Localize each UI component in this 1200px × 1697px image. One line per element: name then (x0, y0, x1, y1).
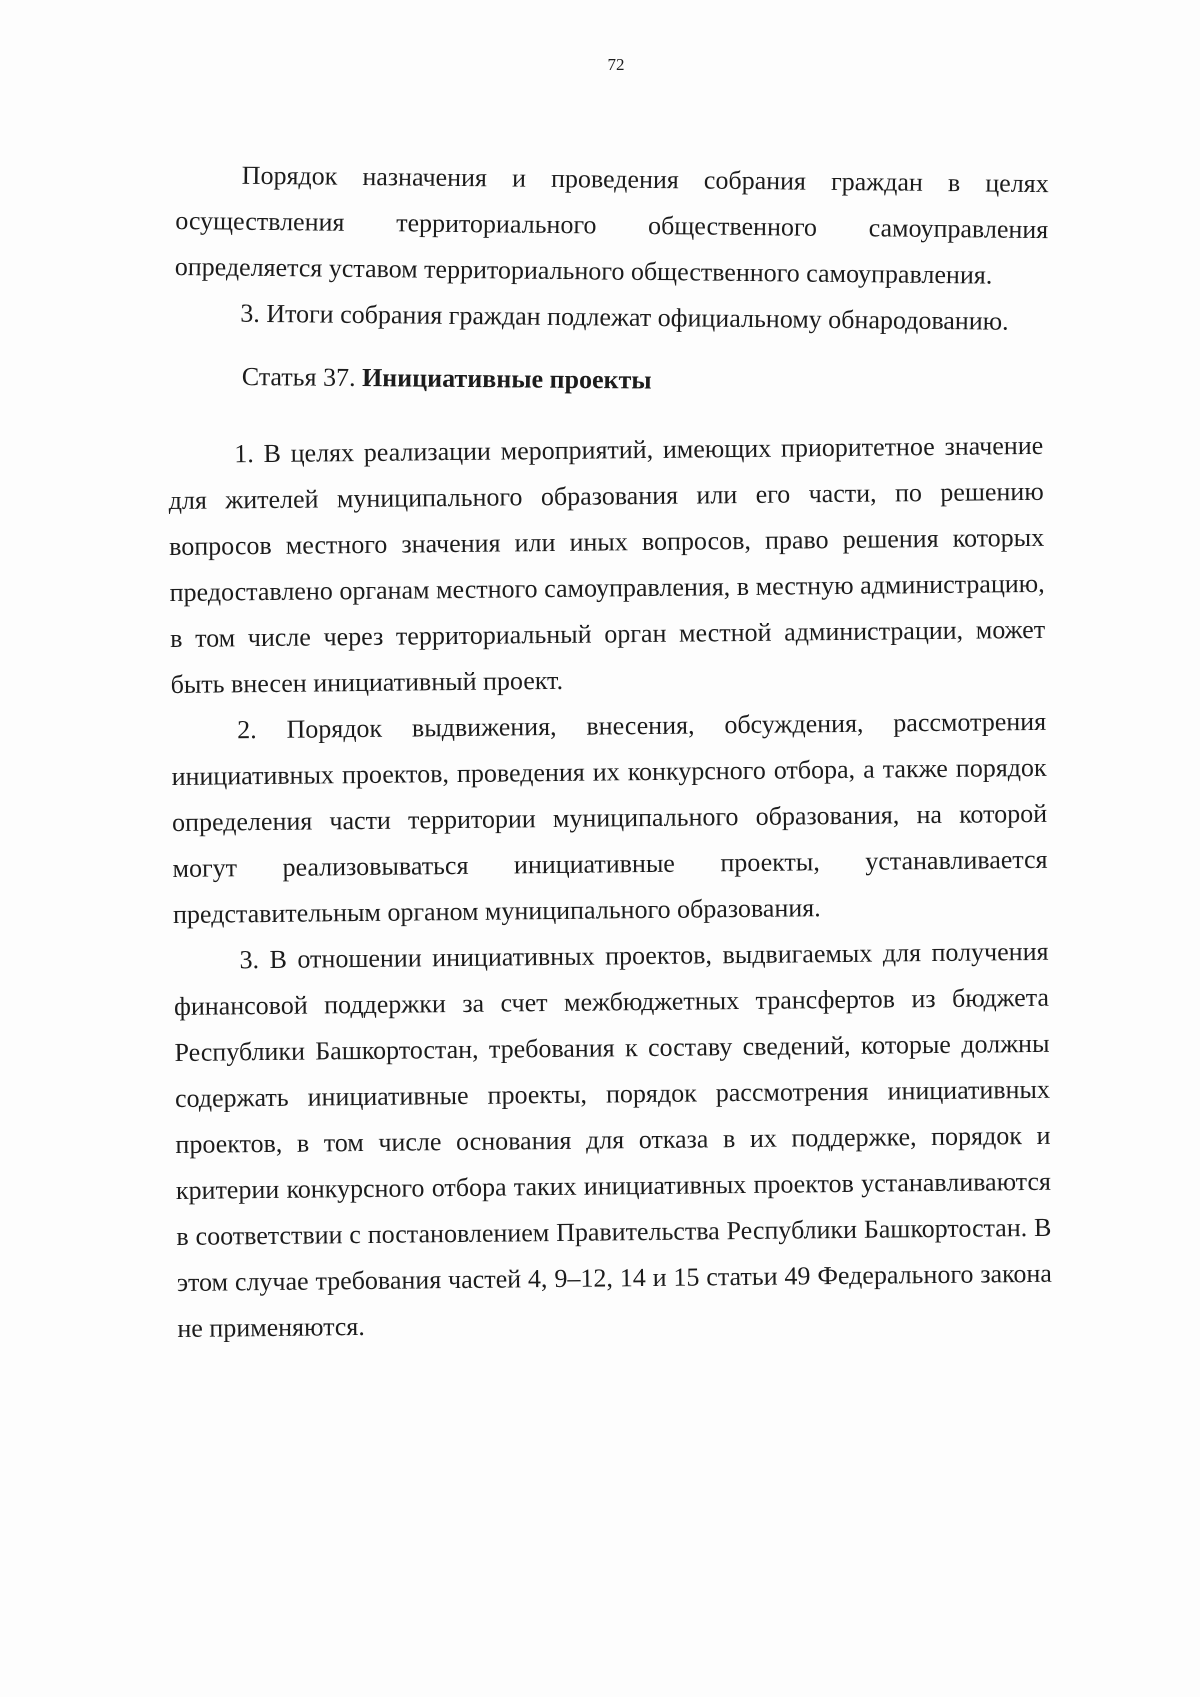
article-heading (242, 354, 652, 404)
paragraph-assembly-procedure: Порядок назначения и проведения собрания граждан в целях осуществления территориального общественного самоуправления определяется уставом территориального общественного самоуправления. (174, 160, 1049, 290)
article-title: Инициативные проекты (361, 363, 652, 395)
top-text-block (174, 152, 1049, 345)
article-paragraph-2: 2. Порядок выдвижения, внесения, обсуждения, рассмотрения инициативных проектов, проведения их конкурсного отбора, а также порядок определения части территории муниципального образования, на которой могут реализовываться инициативные проекты, устанавливается представительным органом муниципального образования. (171, 706, 1048, 929)
page-number: 72 (607, 55, 625, 74)
paragraph-assembly-results: 3. Итоги собрания граждан подлежат официальному обнародованию. (240, 298, 1009, 336)
article-paragraph-3: 3. В отношении инициативных проектов, выдвигаемых для получения финансовой поддержки за счет межбюджетных трансфертов из бюджета Республики Башкортостан, требования к составу сведений, которые должны содержать инициативные проекты, порядок рассмотрения инициативных проектов, в том числе основания для отказа в их поддержке, порядок и критерии конкурсного отбора таких инициативных проектов устанавливаются в соответствии с постановлением Правительства Республики Башкортостан. В этом случае требования частей 4, 9–12, 14 и 15 статьи 49 Федерального закона не применяются. (173, 936, 1053, 1343)
article-text-block (168, 423, 1053, 1352)
article-label: Статья 37. (241, 361, 356, 392)
article-paragraph-1: 1. В целях реализации мероприятий, имеющих приоритетное значение для жителей муниципального образования или его части, по решению вопросов местного значения или иных вопросов, право решения которых предоставлено органам местного самоуправления, в местную администрацию, в том числе через территориальный орган местной администрации, может быть внесен инициативный проект. (168, 430, 1046, 699)
